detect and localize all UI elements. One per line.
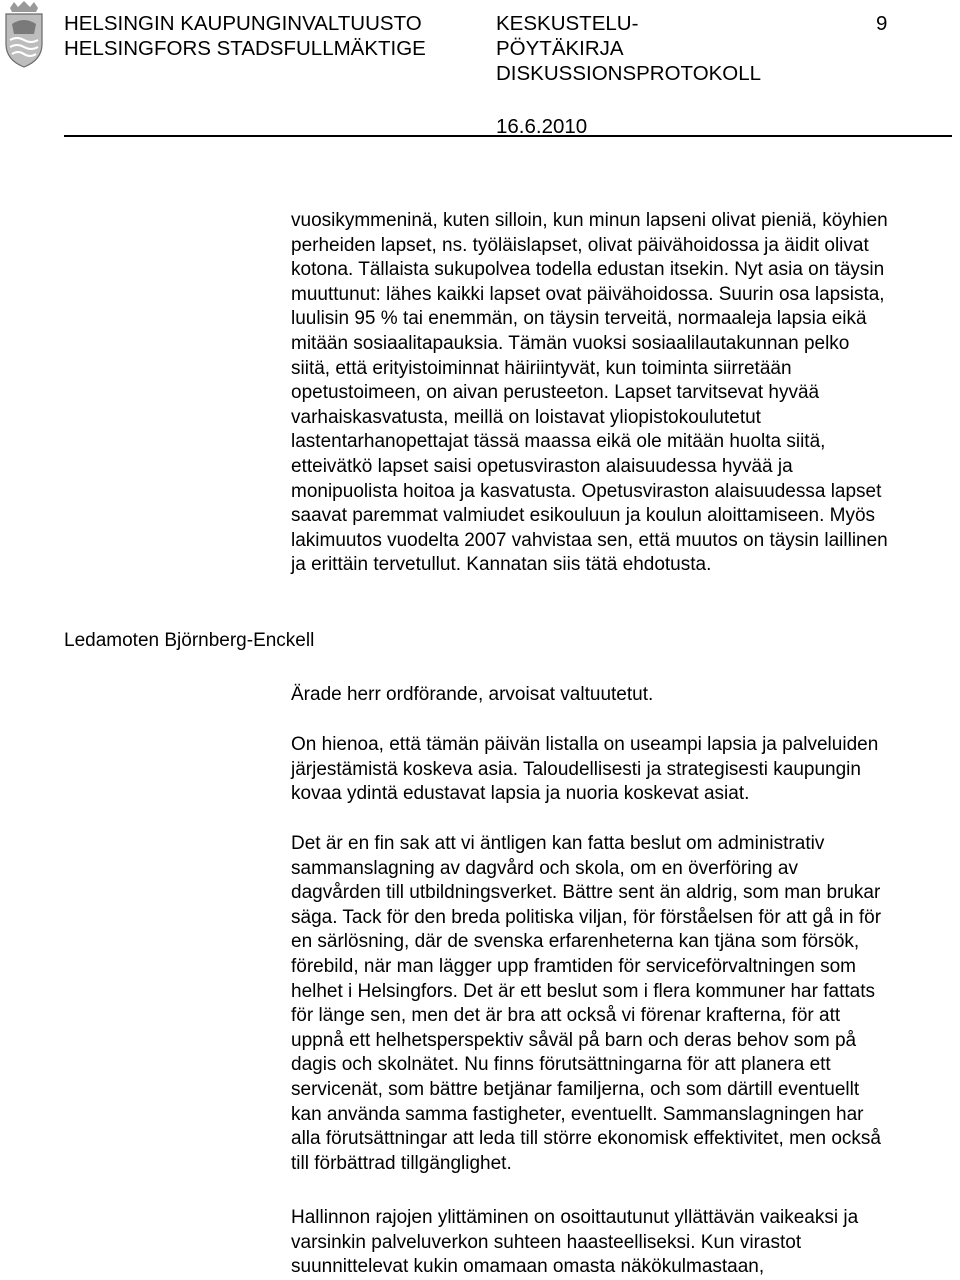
text-line: Ärade herr ordförande, arvoisat valtuutetut. [291,684,654,705]
paragraph [291,832,959,1176]
text-line: kotona. Tällaista sukupolvea todella edustan itsekin. Nyt asia on täysin [291,259,885,281]
text-line: luulisin 95 % tai enemmän, on täysin terveitä, normaaleja lapsia eikä [291,308,867,330]
text-line: förebild, när man lägger upp framtiden för serviceförvaltningen som [291,955,857,977]
text-line: lastentarhanopettajat tässä maassa eikä ole mitään huolta siitä, [291,431,826,453]
text-line: till förbättrad tillgänglighet. [291,1152,512,1174]
speaker-name: Ledamoten Björnberg-Enckell [64,630,315,651]
organization-name [64,11,426,61]
text-line: Hallinnon rajojen ylittäminen on osoittautunut yllättävän vaikeaksi ja [291,1207,859,1228]
document-type-line: PÖYTÄKIRJA [496,37,624,60]
text-line: vuosikymmeninä, kuten silloin, kun minun lapseni olivat pieniä, köyhien [291,210,888,231]
text-line: opetustoimeen, on aivan perusteeton. Lapset tarvitsevat hyvää [291,382,820,404]
document-type-line: DISKUSSIONSPROTOKOLL [496,62,762,85]
text-line: alla förutsättningar att leda till större ekonomisk effektivitet, men också [291,1128,881,1150]
document-type [496,11,761,86]
document-date: 16.6.2010 [496,115,588,138]
paragraph [291,1206,959,1280]
text-line: monipuolista hoitoa ja kasvatusta. Opetusviraston alaisuudessa lapset [291,480,882,502]
text-line: siitä, että erityistoiminnat häiriintyvät, kun toiminta siirretään [291,357,792,379]
document-type-line: KESKUSTELU- [496,12,639,35]
text-line: en särlösning, där de svenska erfarenheterna kan tjäna som försök, [291,931,860,953]
text-line: lakimuutos vuodelta 2007 vahvistaa sen, että muutos on täysin laillinen [291,529,888,551]
text-line: uppnå ett helhetsperspektiv såväl på barn och deras behov som på [291,1029,857,1051]
page-number: 9 [876,12,888,35]
text-line: suunnittelevat kukin omamaan omasta näkökulmastaan, [291,1256,765,1278]
text-line: varhaiskasvatusta, meillä on loistavat yliopistokoulutetut [291,406,761,428]
helsinki-coat-of-arms-icon [2,0,46,68]
text-line: kovaa ydintä edustavat lapsia ja nuoria koskevat asiat. [291,783,750,805]
text-line: järjestämistä koskeva asia. Taloudellisesti ja strategisesti kaupungin [291,758,861,780]
text-line: perheiden lapset, ns. työläislapset, olivat päivähoidossa ja äidit olivat [291,234,869,256]
paragraph [291,683,959,708]
text-line: dagvården till utbildningsverket. Bättre sent än aldrig, som man brukar [291,882,881,904]
text-line: för länge sen, men det är bra att också vi förenar krafterna, för att [291,1005,841,1027]
text-line: säga. Tack för den breda politiska viljan, för förståelsen för att gå in för [291,906,882,928]
text-line: Det är en fin sak att vi äntligen kan fatta beslut om administrativ [291,833,825,854]
text-line: ja erittäin tervetullut. Kannatan siis tätä ehdotusta. [291,554,712,576]
text-line: muuttunut: lähes kaikki lapset ovat päivähoidossa. Suurin osa lapsista, [291,283,885,305]
organization-name-sv: HELSINGFORS STADSFULLMÄKTIGE [64,37,426,60]
organization-name-fi: HELSINGIN KAUPUNGINVALTUUSTO [64,12,422,35]
paragraph [291,209,959,578]
text-line: helhet i Helsingfors. Det är ett beslut som i flera kommuner har fattats [291,980,875,1002]
text-line: saavat paremmat valmiudet esikouluun ja koulun aloittamiseen. Myös [291,505,876,527]
text-line: etteivätkö lapset saisi opetusviraston alaisuudessa hyvää ja [291,455,793,477]
text-line: varsinkin palveluverkon suhteen haasteelliseksi. Kun virastot [291,1231,802,1253]
text-line: dagis och skolnätet. Nu finns förutsättningarna för att planera ett [291,1054,831,1076]
text-line: On hienoa, että tämän päivän listalla on useampi lapsia ja palveluiden [291,734,879,755]
header-divider [64,135,952,137]
text-line: sammanslagning av dagvård och skola, om en överföring av [291,857,798,879]
text-line: mitään sosiaalitapauksia. Tämän vuoksi sosiaalilautakunnan pelko [291,332,850,354]
text-line: servicenät, som bättre betjänar familjerna, och som därtill eventuellt [291,1078,860,1100]
text-line: kan använda samma fastigheter, eventuellt. Sammanslagningen har [291,1103,864,1125]
paragraph [291,733,959,807]
